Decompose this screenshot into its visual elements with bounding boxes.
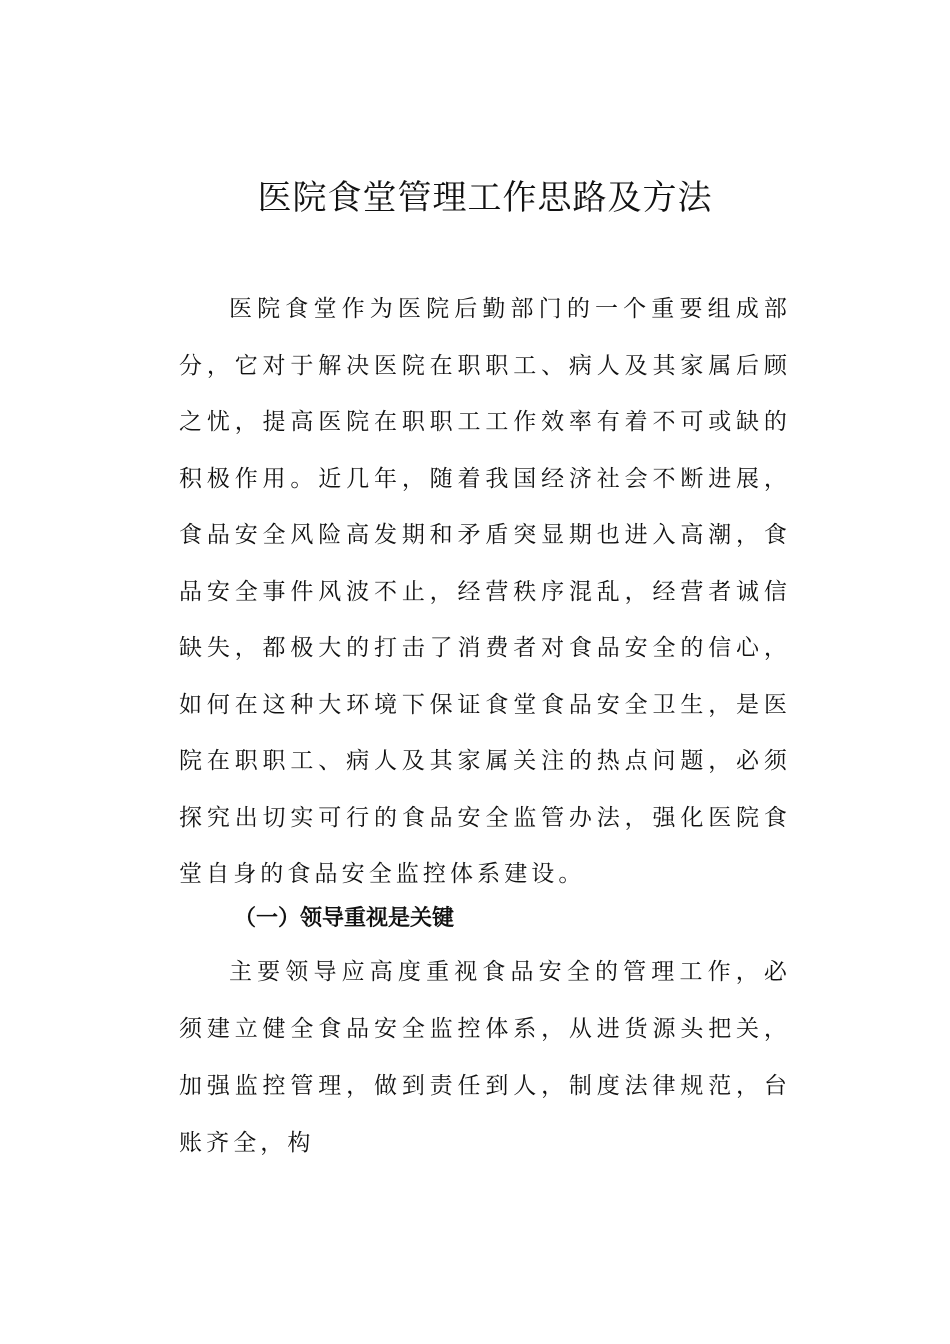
intro-paragraph: 医院食堂作为医院后勤部门的一个重要组成部分，它对于解决医院在职职工、病人及其家属后顾之忧，提高医院在职职工工作效率有着不可或缺的积极作用。近几年，随着我国经济社会不断进展，食品安全风险高发期和矛盾突显期也进入高潮，食品安全事件风波不止，经营秩序混乱，经营者诚信缺失，都极大的打击了消费者对食品安全的信心，如何在这种大环境下保证食堂食品安全卫生，是医院在职职工、病人及其家属关注的热点问题，必须探究出切实可行的食品安全监管办法，强化医院食堂自身的食品安全监控体系建设。 xyxy=(179,296,791,887)
document-title: 医院食堂管理工作思路及方法 xyxy=(257,178,713,218)
section-heading-1: （一）领导重视是关键 xyxy=(234,905,455,931)
section-1-paragraph: 主要领导应高度重视食品安全的管理工作，必须建立健全食品安全监控体系，从进货源头把关，加强监控管理，做到责任到人，制度法律规范，台账齐全，构 xyxy=(179,959,791,1156)
